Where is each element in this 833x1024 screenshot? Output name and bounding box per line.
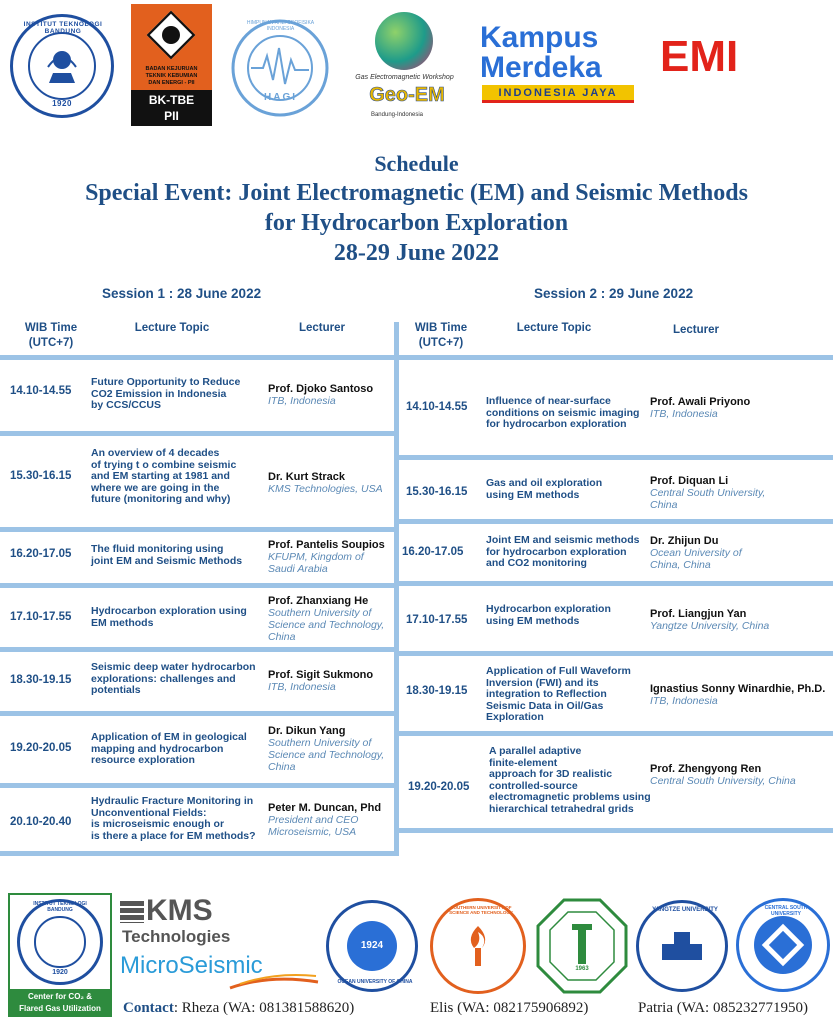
topic-line: Exploration	[486, 711, 544, 723]
lecturer-affiliation: China	[650, 499, 678, 511]
s2-row	[398, 355, 833, 455]
row-divider	[0, 527, 396, 532]
s2-col-topic: Lecture Topic	[516, 322, 592, 334]
topic-line: explorations: challenges and	[91, 672, 236, 685]
yangtze-logo	[636, 900, 728, 992]
ouc-emblem-icon: 1924	[347, 921, 397, 971]
lecturer-affiliation: China	[268, 761, 296, 773]
topic-line: Application of EM in geological	[91, 731, 247, 743]
contact-label: Contact	[123, 1000, 174, 1016]
s1-row-time: 20.10-20.40	[10, 816, 72, 828]
s2-col-time-line1: WIB Time	[414, 322, 468, 334]
s2-row-topic	[486, 666, 631, 724]
bktbe-line1: BADAN KEJURUAN	[145, 66, 198, 72]
s1-col-time-line1: WIB Time	[24, 322, 78, 334]
itb-ccs-logo	[8, 893, 112, 1017]
topic-line: future (monitoring and why)	[91, 493, 231, 505]
session1-table	[0, 355, 396, 855]
topic-line: Seismic deep water hydrocarbon	[91, 661, 256, 673]
lecturer-affiliation: Southern University of	[268, 737, 372, 749]
s1-row-topic	[91, 606, 247, 629]
itb-ring-text: INSTITUT TEKNOLOGI BANDUNG	[23, 21, 103, 35]
s1-row	[0, 711, 396, 783]
geoem-logo	[347, 8, 462, 126]
kampus-line1: Kampus	[480, 21, 599, 54]
topic-line: EM methods	[91, 616, 154, 629]
s2-col-time-line2: (UTC+7)	[418, 337, 464, 349]
row-divider	[0, 583, 396, 588]
lecturer-name: Prof. Zhanxiang He	[268, 595, 369, 607]
geoem-sub: Bandung-Indonesia	[370, 112, 424, 118]
topic-line: using EM methods	[486, 488, 580, 501]
row-divider	[0, 851, 396, 856]
s1-row-topic	[91, 448, 236, 506]
s1-row-time: 15.30-16.15	[10, 470, 72, 482]
topic-line: An overview of 4 decades	[91, 447, 220, 459]
topic-line: Seismic Data in Oil/Gas	[486, 699, 604, 712]
s2-row-lecturer	[650, 535, 742, 571]
sustech-logo	[430, 898, 526, 994]
lecturer-name: Dr. Zhijun Du	[650, 535, 719, 547]
topic-line: integration to Reflection	[486, 688, 607, 700]
geoem-top: Gas Electromagnetic Workshop	[355, 74, 454, 81]
lecturer-affiliation: Microseismic, USA	[268, 826, 357, 838]
hagi-ring-text: HIMPUNAN AHLI GEOFISIKA INDONESIA	[246, 20, 315, 32]
s1-row-topic	[91, 377, 240, 412]
s2-row-time: 19.20-20.05	[408, 781, 470, 793]
s1-row-topic	[91, 662, 256, 697]
s2-row-topic	[486, 478, 602, 501]
row-divider	[0, 711, 396, 716]
row-divider	[398, 519, 833, 524]
kms-logo	[120, 895, 232, 949]
title-block	[0, 150, 833, 268]
kfupm-octagon-icon	[536, 898, 628, 994]
topic-line: controlled-source	[489, 779, 578, 792]
s1-row-time: 19.20-20.05	[10, 742, 72, 754]
bktbe-logo	[131, 4, 212, 126]
row-divider	[398, 355, 833, 360]
lecturer-name: Prof. Awali Priyono	[650, 396, 751, 408]
s1-row-lecturer	[268, 539, 385, 575]
contact-elis: Elis (WA: 082175906892)	[430, 1000, 589, 1016]
row-divider	[398, 455, 833, 460]
schedule-title: Schedule	[374, 151, 459, 176]
topic-line: The fluid monitoring using	[91, 543, 224, 555]
row-divider	[0, 431, 396, 436]
lecturer-name: Dr. Kurt Strack	[268, 471, 346, 483]
topic-line: and EM starting at 1981 and	[91, 470, 230, 482]
lecturer-affiliation: Science and Technology,	[268, 619, 385, 631]
s2-row-lecturer	[650, 608, 769, 632]
itb-logo	[10, 14, 114, 118]
lecturer-affiliation: Central South University,	[650, 487, 766, 499]
s2-row	[398, 731, 833, 833]
topic-line: A parallel adaptive	[489, 745, 582, 757]
s1-row-lecturer	[268, 669, 373, 693]
s1-col-topic: Lecture Topic	[134, 322, 210, 334]
row-divider	[398, 731, 833, 736]
s2-row-topic	[486, 604, 611, 627]
s2-row-lecturer	[650, 396, 750, 420]
lecturer-name: Prof. Sigit Sukmono	[268, 669, 374, 681]
kampus-line2: Merdeka	[480, 51, 602, 84]
lecturer-name: Prof. Djoko Santoso	[268, 383, 374, 395]
row-divider	[0, 355, 396, 360]
microseismic-logo	[120, 952, 320, 992]
s1-row-time: 16.20-17.05	[10, 548, 72, 560]
s2-col-lecturer: Lecturer	[672, 324, 720, 336]
s2-row-lecturer	[650, 763, 796, 787]
s2-row-lecturer	[650, 475, 765, 511]
s1-row	[0, 527, 396, 583]
topic-line: for hydrocarbon exploration	[486, 418, 627, 430]
lecturer-affiliation: Saudi Arabia	[268, 563, 328, 575]
contact-rheza	[123, 1000, 354, 1017]
s1-row-time: 14.10-14.55	[10, 385, 72, 397]
lecturer-name: Prof. Zhengyong Ren	[650, 763, 762, 775]
s1-row-lecturer	[268, 595, 384, 643]
lecturer-name: Prof. Pantelis Soupios	[268, 539, 385, 551]
kms-stack-icon	[120, 901, 144, 923]
event-title-line2: for Hydrocarbon Exploration	[264, 210, 569, 236]
topic-line: Gas and oil exploration	[486, 477, 603, 489]
lecturer-affiliation: ITB, Indonesia	[268, 681, 336, 693]
topic-line: conditions on seismic imaging	[486, 406, 640, 419]
lecturer-affiliation: China	[268, 631, 296, 643]
lecturer-affiliation: KMS Technologies, USA	[268, 483, 383, 495]
topic-line: Joint EM and seismic methods	[486, 534, 640, 546]
torch-icon	[458, 924, 498, 968]
row-divider	[398, 581, 833, 586]
sustech-ring: SOUTHERN UNIVERSITY OF SCIENCE AND TECHNOLOGY	[449, 905, 513, 915]
lecturer-affiliation: Central South University, China	[650, 775, 796, 787]
bktbe-line4: BK-TBE	[148, 93, 195, 107]
hagi-emblem-icon	[229, 18, 332, 118]
s2-row	[398, 651, 833, 731]
s1-row-time: 17.10-17.55	[10, 611, 72, 623]
topic-line: hierarchical tetrahedral grids	[489, 802, 634, 815]
topic-line: finite-element	[489, 756, 558, 769]
s1-row	[0, 647, 396, 711]
s1-row-time: 18.30-19.15	[10, 674, 72, 686]
geoem-main: Geo-EM	[369, 84, 445, 106]
topic-line: joint EM and Seismic Methods	[91, 554, 243, 567]
topic-line: Future Opportunity to Reduce	[91, 376, 241, 388]
lecturer-affiliation: China, China	[650, 559, 711, 571]
bktbe-line2: TEKNIK KEBUMIAN	[145, 73, 198, 79]
csu-emblem-icon	[754, 916, 812, 974]
building-icon	[660, 928, 704, 964]
itb-ccs-caption2: Flared Gas Utilization	[19, 1004, 101, 1013]
topic-line: resource exploration	[91, 754, 195, 766]
topic-line: Inversion (FWI) and its	[486, 676, 599, 689]
s1-row	[0, 583, 396, 647]
topic-line: Hydrocarbon exploration	[486, 603, 611, 615]
s1-row-topic	[91, 732, 247, 767]
row-divider	[0, 647, 396, 652]
lecturer-affiliation: Science and Technology,	[268, 749, 385, 761]
topic-line: of trying t o combine seismic	[91, 458, 237, 471]
row-divider	[398, 651, 833, 656]
lecturer-affiliation: ITB, Indonesia	[268, 395, 336, 407]
bktbe-emblem-dot	[162, 26, 180, 44]
s1-row-lecturer	[268, 725, 384, 773]
s2-row-lecturer	[650, 683, 825, 707]
topic-line: Application of Full Waveform	[486, 665, 631, 677]
s2-row-time: 15.30-16.15	[406, 486, 468, 498]
s1-row	[0, 783, 396, 855]
topic-line: for hydrocarbon exploration	[486, 545, 627, 558]
lecturer-name: Peter M. Duncan, Phd	[268, 802, 382, 814]
s1-row	[0, 431, 396, 527]
kfupm-year: 1963	[575, 966, 589, 972]
csu-ring: CENTRAL SOUTH UNIVERSITY	[764, 905, 808, 917]
session2-table	[398, 355, 833, 833]
kfupm-logo	[536, 898, 628, 994]
session2-heading: Session 2 : 29 June 2022	[534, 286, 694, 301]
kampus-tag: INDONESIA JAYA	[482, 85, 634, 103]
bktbe-line5: PII	[164, 109, 179, 123]
kampus-merdeka-logo	[478, 22, 640, 108]
yangtze-ring: YANGTZE UNIVERSITY	[652, 907, 718, 913]
hagi-logo	[229, 18, 332, 118]
globe-icon	[375, 12, 433, 70]
s2-row-topic	[486, 535, 639, 570]
lecturer-affiliation: KFUPM, Kingdom of	[268, 551, 364, 563]
lecturer-affiliation: President and CEO	[268, 814, 359, 826]
s2-row-topic	[489, 746, 651, 815]
s1-row-topic	[91, 796, 256, 842]
ouc-logo	[326, 900, 418, 992]
topic-line: Influence of near-surface	[486, 395, 611, 407]
topic-line: is there a place for EM methods?	[91, 829, 256, 842]
s2-row	[398, 519, 833, 581]
lecturer-affiliation: ITB, Indonesia	[650, 695, 718, 707]
s2-row-topic	[486, 396, 639, 431]
s1-row-lecturer	[268, 802, 381, 838]
row-divider	[398, 828, 833, 833]
s1-col-lecturer: Lecturer	[298, 322, 346, 334]
lecturer-affiliation: Southern University of	[268, 607, 372, 619]
s2-row	[398, 455, 833, 519]
microseismic-wave-icon	[120, 952, 320, 992]
s2-row	[398, 581, 833, 651]
ouc-ring: OCEAN UNIVERSITY OF CHINA	[337, 979, 413, 985]
itb-ccs-ring-text: INSTITUT TEKNOLOGI BANDUNG	[33, 901, 87, 913]
itb-year: 1920	[52, 99, 72, 108]
topic-line: using EM methods	[486, 614, 580, 627]
s2-row-time: 18.30-19.15	[406, 685, 468, 697]
topic-line: approach for 3D realistic	[489, 768, 613, 780]
hagi-abbr: HAGI	[264, 92, 297, 103]
event-title-line1: Special Event: Joint Electromagnetic (EM) and Seismic Methods	[85, 180, 748, 206]
emi-logo: EMI	[660, 32, 739, 81]
contact-rheza-text: : Rheza (WA: 081381588620)	[173, 1000, 355, 1016]
session1-heading: Session 1 : 28 June 2022	[102, 286, 262, 301]
topic-line: and CO2 monitoring	[486, 557, 587, 569]
lecturer-affiliation: Yangtze University, China	[650, 620, 770, 632]
event-date: 28-29 June 2022	[333, 240, 500, 266]
topic-line: Hydraulic Fracture Monitoring in	[91, 795, 254, 807]
lecturer-name: Prof. Liangjun Yan	[650, 608, 747, 620]
topic-line: by CCS/CCUS	[91, 399, 162, 411]
row-divider	[0, 783, 396, 788]
kms-line2: Technologies	[122, 927, 231, 946]
s1-row-lecturer	[268, 383, 373, 407]
s2-row-time: 14.10-14.55	[406, 401, 468, 413]
topic-line: where we are going in the	[91, 481, 220, 494]
bktbe-line3: DAN ENERGI - PII	[148, 80, 195, 86]
s2-row-time: 16.20-17.05	[402, 546, 464, 558]
lecturer-affiliation: ITB, Indonesia	[650, 408, 718, 420]
topic-line: CO2 Emission in Indonesia	[91, 387, 227, 400]
csu-logo	[736, 898, 830, 992]
topic-line: electromagnetic problems using	[489, 791, 651, 803]
s1-row-lecturer	[268, 471, 383, 495]
topic-line: potentials	[91, 684, 141, 696]
itb-ccs-year: 1920	[52, 969, 68, 976]
lecturer-name: Ignastius Sonny Winardhie, Ph.D.	[650, 683, 826, 695]
s1-col-time-line2: (UTC+7)	[28, 337, 74, 349]
s1-row	[0, 355, 396, 431]
microseismic-text: MicroSeismic	[120, 952, 263, 979]
topic-line: Hydrocarbon exploration using	[91, 605, 247, 617]
s2-row-time: 17.10-17.55	[406, 614, 468, 626]
lecturer-name: Dr. Dikun Yang	[268, 725, 346, 737]
itb-ccs-caption1: Center for CO₂ &	[27, 992, 92, 1001]
s1-row-topic	[91, 544, 242, 567]
topic-line: mapping and hydrocarbon	[91, 742, 224, 755]
lecturer-name: Prof. Diquan Li	[650, 475, 729, 487]
kms-line1: KMS	[146, 894, 213, 927]
contact-patria: Patria (WA: 085232771950)	[638, 1000, 808, 1016]
s1-col-time	[10, 321, 92, 351]
s2-col-time	[400, 321, 482, 351]
topic-line: is microseismic enough or	[91, 818, 225, 830]
lecturer-affiliation: Ocean University of	[650, 547, 742, 559]
topic-line: Unconventional Fields:	[91, 806, 207, 819]
